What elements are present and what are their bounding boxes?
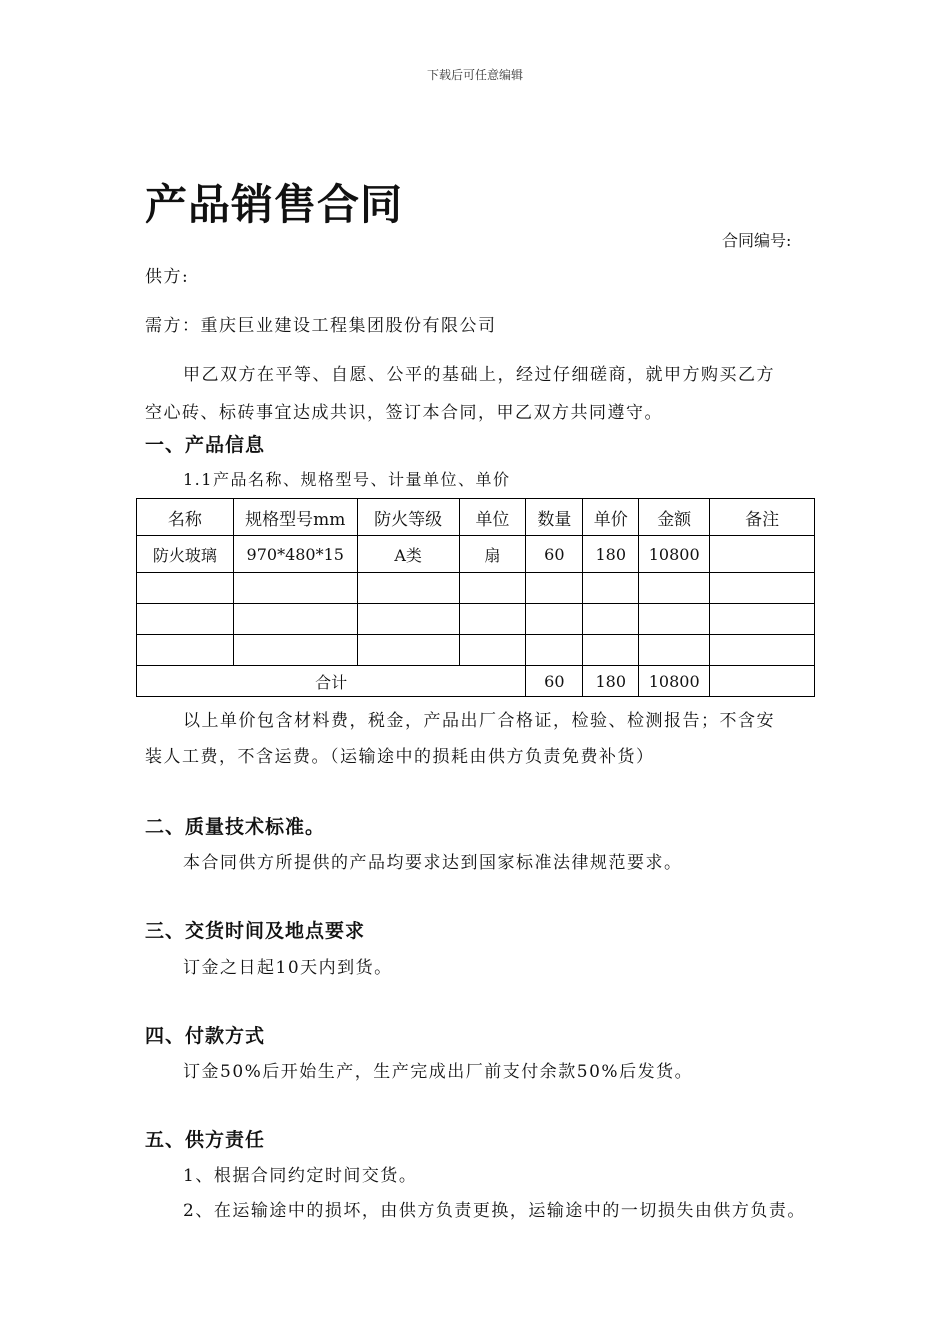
table-header-cell: 单价 <box>583 499 639 536</box>
table-cell <box>526 573 583 604</box>
table-cell: A类 <box>357 536 459 573</box>
total-unit-price: 180 <box>583 666 639 697</box>
table-cell <box>357 604 459 635</box>
table-cell: 防火玻璃 <box>137 536 234 573</box>
section-5-item: 1、根据合同约定时间交货。 <box>183 1166 418 1186</box>
table-cell <box>639 573 710 604</box>
product-table <box>136 498 815 697</box>
section-2-body: 本合同供方所提供的产品均要求达到国家标准法律规范要求。 <box>183 853 683 873</box>
table-row <box>137 604 815 635</box>
table-cell: 60 <box>526 536 583 573</box>
table-header-cell: 金额 <box>639 499 710 536</box>
table-header-cell: 备注 <box>710 499 815 536</box>
table-cell <box>233 604 357 635</box>
table-row <box>137 573 815 604</box>
header-note: 下载后可任意编辑 <box>426 68 523 82</box>
table-cell <box>357 635 459 666</box>
table-cell <box>639 604 710 635</box>
table-cell: 扇 <box>459 536 526 573</box>
total-note <box>710 666 815 697</box>
contract-number-label: 合同编号: <box>722 231 792 250</box>
table-cell <box>459 635 526 666</box>
table-cell <box>710 635 815 666</box>
table-header-cell: 规格型号mm <box>233 499 357 536</box>
price-note-line-1: 以上单价包含材料费，税金，产品出厂合格证，检验、检测报告；不含安 <box>183 711 775 731</box>
total-quantity: 60 <box>526 666 583 697</box>
buyer-line: 需方：重庆巨业建设工程集团股份有限公司 <box>145 316 497 336</box>
table-cell <box>710 604 815 635</box>
table-cell <box>526 604 583 635</box>
table-cell <box>639 635 710 666</box>
table-cell: 10800 <box>639 536 710 573</box>
table-cell: 970*480*15 <box>233 536 357 573</box>
table-cell: 180 <box>583 536 639 573</box>
section-4-heading: 四、付款方式 <box>145 1025 266 1047</box>
table-cell <box>710 536 815 573</box>
section-5-heading: 五、供方责任 <box>145 1129 266 1151</box>
table-cell <box>526 635 583 666</box>
table-total-row <box>137 666 815 697</box>
table-header-cell: 名称 <box>137 499 234 536</box>
section-1-sub: 1.1产品名称、规格型号、计量单位、单价 <box>183 470 511 489</box>
intro-line-1: 甲乙双方在平等、自愿、公平的基础上，经过仔细磋商，就甲方购买乙方 <box>183 365 775 385</box>
table-cell <box>137 635 234 666</box>
table-header-cell: 单位 <box>459 499 526 536</box>
section-2-heading: 二、质量技术标准。 <box>145 816 326 838</box>
section-5-item: 2、在运输途中的损坏，由供方负责更换，运输途中的一切损失由供方负责。 <box>183 1201 806 1221</box>
total-label: 合计 <box>137 666 526 697</box>
table-cell <box>233 635 357 666</box>
price-note-line-2: 装人工费，不含运费。（运输途中的损耗由供方负责免费补货） <box>145 747 655 767</box>
table-row <box>137 635 815 666</box>
section-1-heading: 一、产品信息 <box>145 434 266 456</box>
document-title: 产品销售合同 <box>145 180 404 229</box>
table-cell <box>357 573 459 604</box>
table-cell <box>583 635 639 666</box>
section-3-heading: 三、交货时间及地点要求 <box>145 920 366 942</box>
supplier-label: 供方: <box>145 267 190 287</box>
table-header-cell: 数量 <box>526 499 583 536</box>
table-cell <box>459 604 526 635</box>
table-cell <box>583 573 639 604</box>
intro-line-2: 空心砖、标砖事宜达成共识，签订本合同，甲乙双方共同遵守。 <box>145 403 663 423</box>
table-cell <box>137 604 234 635</box>
section-3-body: 订金之日起10天内到货。 <box>183 958 393 978</box>
total-amount: 10800 <box>639 666 710 697</box>
table-cell <box>583 604 639 635</box>
table-cell <box>233 573 357 604</box>
table-cell <box>459 573 526 604</box>
table-header-row <box>137 499 815 536</box>
table-cell <box>137 573 234 604</box>
table-row <box>137 536 815 573</box>
table-header-cell: 防火等级 <box>357 499 459 536</box>
table-cell <box>710 573 815 604</box>
section-4-body: 订金50%后开始生产，生产完成出厂前支付余款50%后发货。 <box>183 1062 694 1082</box>
